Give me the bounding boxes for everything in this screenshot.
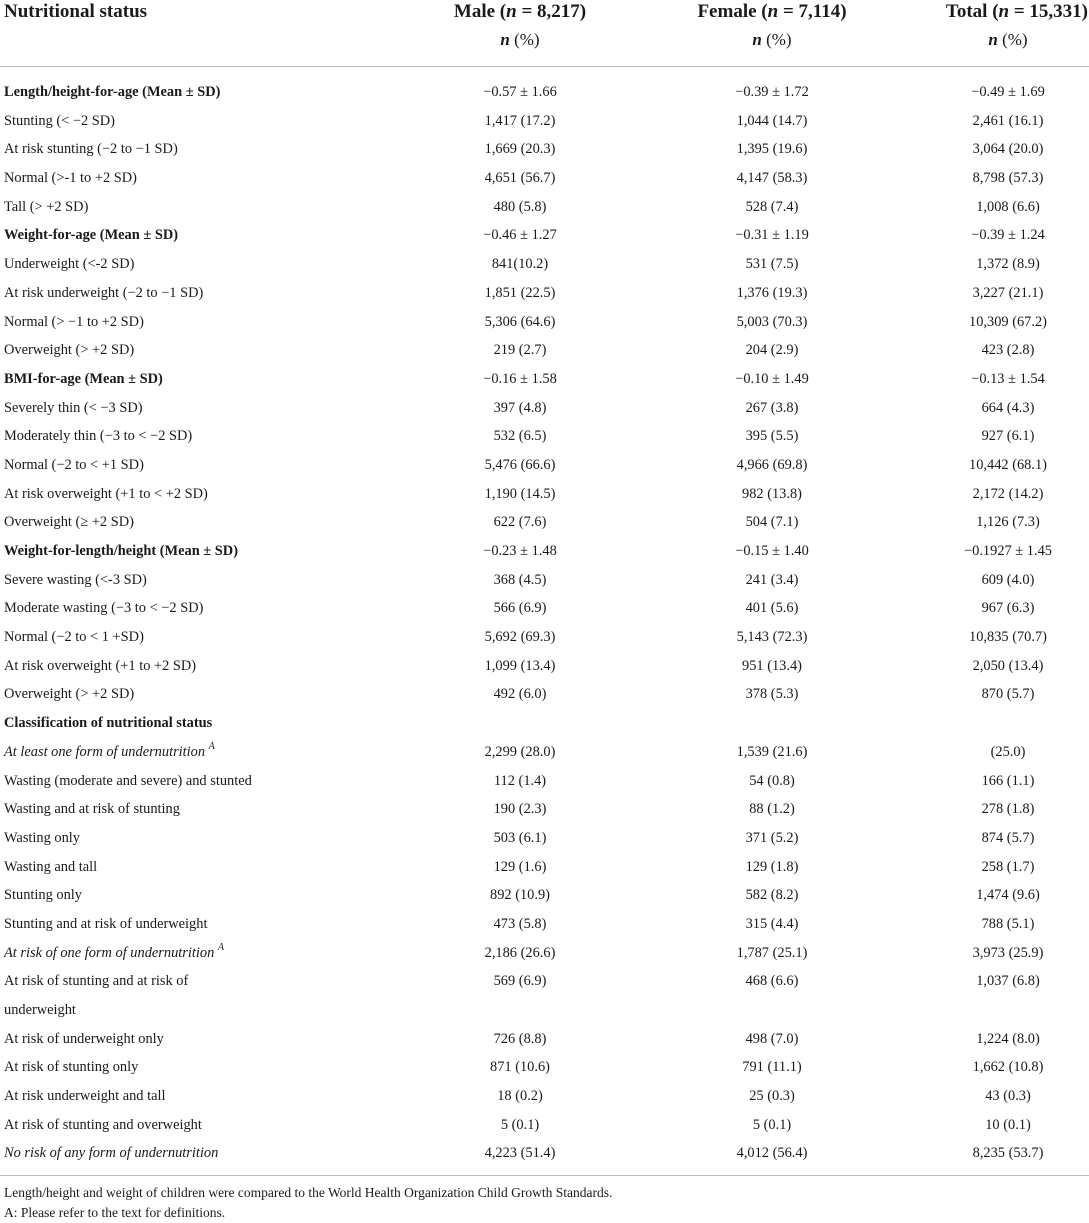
footnote-2: A: Please refer to the text for definitions. [4,1205,226,1220]
cell-female: 4,966 (69.8) [736,456,808,473]
cell-female: 401 (5.6) [745,600,799,617]
cell-male: 726 (8.8) [493,1030,547,1047]
row-label [4,1053,138,1082]
cell-female: 791 (11.1) [742,1059,802,1076]
row-label-text: Classification of nutritional status [4,715,213,732]
cell-male: 1,417 (17.2) [484,112,556,129]
table-row [0,135,1089,164]
cell-total: 3,227 (21.1) [972,284,1044,301]
row-label [4,508,134,537]
row-label-text: Wasting only [4,829,80,846]
cell-total: −0.39 ± 1.24 [971,227,1045,244]
cell-total: 10,309 (67.2) [969,313,1047,330]
row-label-text: Severe wasting (<-3 SD) [4,571,147,588]
table-row [0,767,1089,796]
row-label-text: Overweight (> +2 SD) [4,342,135,359]
cell-total: 10 (0.1) [985,1116,1031,1133]
cell-total: 8,798 (57.3) [972,170,1044,187]
header-total: Total (n = 15,331) [945,1,1088,22]
table-row [0,709,1089,738]
cell-male: 622 (7.6) [493,514,547,531]
cell-total: 2,172 (14.2) [972,485,1044,502]
row-label [4,365,163,394]
cell-male: 5,692 (69.3) [484,629,556,646]
cell-female: −0.39 ± 1.72 [735,84,809,100]
row-label [4,107,115,136]
cell-female: 54 (0.8) [749,772,795,789]
row-label [4,250,134,279]
cell-female: 951 (13.4) [742,657,802,674]
row-label [4,422,192,451]
cell-female: 25 (0.3) [749,1088,795,1105]
row-label-text: At risk underweight (−2 to −1 SD) [4,284,204,301]
table-row [0,1111,1089,1140]
cell-male: 2,299 (28.0) [484,743,556,760]
cell-total: 3,973 (25.9) [972,944,1044,961]
cell-total: 8,235 (53.7) [972,1145,1044,1162]
cell-male: 5,476 (66.6) [484,456,556,473]
cell-total: 423 (2.8) [981,342,1035,359]
cell-male: 18 (0.2) [497,1088,543,1105]
cell-total: 1,662 (10.8) [972,1059,1044,1076]
table-row [0,221,1089,250]
cell-male: 569 (6.9) [493,973,547,990]
cell-total: 10,835 (70.7) [969,629,1047,646]
cell-female: 504 (7.1) [745,514,799,531]
cell-male: 1,851 (22.5) [484,284,556,301]
cell-female: 531 (7.5) [745,256,799,273]
table-row [0,164,1089,193]
table-row [0,680,1089,709]
table-row [0,508,1089,537]
row-label-text: At risk overweight (+1 to < +2 SD) [4,485,208,502]
row-label [4,537,238,566]
row-label [4,939,224,968]
row-label [4,480,208,509]
table-row [0,738,1089,767]
row-label [4,652,196,681]
row-label [4,853,97,882]
table-row [0,795,1089,824]
header-male: Male (n = 8,217) [453,1,587,22]
footnote-marker: A [217,941,224,953]
cell-total: 1,372 (8.9) [976,256,1040,273]
cell-male: 503 (6.1) [493,829,547,846]
cell-male: 5,306 (64.6) [484,313,556,330]
table-row [0,1053,1089,1082]
cell-total: 870 (5.7) [981,686,1035,703]
row-label-text: Stunting and at risk of underweight [4,915,208,932]
row-label [4,594,203,623]
cell-male: −0.57 ± 1.66 [483,84,557,100]
cell-total: 1,474 (9.6) [976,887,1040,904]
row-label [4,1082,165,1111]
table-row [0,78,1089,107]
row-label [4,451,144,480]
table-row [0,250,1089,279]
table-row [0,422,1089,451]
table-row [0,910,1089,939]
row-label-text: Wasting and tall [4,858,98,875]
row-label-text: At risk of one form of undernutrition [4,944,215,961]
row-label [4,279,203,308]
row-label [4,623,144,652]
cell-male: 532 (6.5) [493,428,547,445]
table-row [0,824,1089,853]
row-label-text: Tall (> +2 SD) [4,198,89,215]
table-row [0,939,1089,968]
table-header [0,0,1089,67]
cell-male: 397 (4.8) [493,399,547,416]
row-label-text: Normal (>-1 to +2 SD) [4,170,137,187]
footnote-marker: A [208,741,215,753]
cell-total: 609 (4.0) [981,571,1035,588]
table-row [0,881,1089,910]
table-row [0,336,1089,365]
cell-male: 1,669 (20.3) [484,141,556,158]
table-row [0,1082,1089,1111]
row-label-text: Length/height-for-age (Mean ± SD) [4,84,221,100]
cell-male: 892 (10.9) [490,887,550,904]
row-label [4,308,144,337]
row-label [4,135,178,164]
row-label [4,1025,164,1054]
row-label-text: Weight-for-length/height (Mean ± SD) [4,543,238,559]
cell-total: 166 (1.1) [981,772,1035,789]
header-male-stat: n (%) [500,30,540,49]
row-label-text: BMI-for-age (Mean ± SD) [4,370,163,387]
table-row [0,967,1089,1024]
cell-female: 378 (5.3) [745,686,799,703]
cell-male: 2,186 (26.6) [484,944,556,961]
cell-female: 528 (7.4) [745,198,799,215]
row-label-text: At risk overweight (+1 to +2 SD) [4,657,197,674]
row-label-text: Underweight (<-2 SD) [4,256,135,273]
row-label [4,910,207,939]
cell-total: 1,126 (7.3) [976,514,1040,531]
cell-male: −0.23 ± 1.48 [483,543,557,559]
cell-total: 1,224 (8.0) [976,1030,1040,1047]
cell-female: 241 (3.4) [745,571,799,588]
cell-male: 473 (5.8) [493,915,547,932]
table-row [0,652,1089,681]
cell-female: 1,787 (25.1) [736,944,808,961]
row-label-text: At risk underweight and tall [4,1088,166,1105]
footnote-1: Length/height and weight of children were compared to the World Health Organization Child Growth Standards. [4,1185,613,1200]
cell-female: 88 (1.2) [749,801,795,818]
table-row [0,1139,1089,1168]
cell-female: 4,147 (58.3) [736,170,808,187]
header-female: Female (n = 7,114) [697,1,847,22]
table-row [0,537,1089,566]
row-label-text: Weight-for-age (Mean ± SD) [4,227,179,244]
cell-total: 1,037 (6.8) [976,973,1040,990]
cell-total: 258 (1.7) [981,858,1035,875]
header-total-stat: n (%) [988,30,1028,49]
cell-female: 204 (2.9) [745,342,799,359]
cell-total: 967 (6.3) [981,600,1035,617]
cell-total: 874 (5.7) [981,829,1035,846]
cell-female: 5,003 (70.3) [736,313,808,330]
cell-male: 368 (4.5) [493,571,547,588]
cell-male: 4,223 (51.4) [484,1145,556,1162]
cell-total: −0.1927 ± 1.45 [964,543,1052,559]
cell-male: 480 (5.8) [493,198,547,215]
row-label-text: At risk of stunting only [4,1059,139,1076]
cell-male: 566 (6.9) [493,600,547,617]
row-label [4,221,178,250]
cell-female: 5,143 (72.3) [736,629,808,646]
row-label-text: No risk of any form of undernutrition [4,1145,219,1162]
cell-total: 927 (6.1) [981,428,1035,445]
row-label-text: Moderate wasting (−3 to < −2 SD) [4,600,204,617]
row-label [4,767,252,796]
cell-female: 315 (4.4) [745,915,799,932]
table-row [0,107,1089,136]
row-label-text: Moderately thin (−3 to < −2 SD) [4,428,193,445]
cell-total: (25.0) [990,743,1026,760]
row-label [4,336,134,365]
cell-total: −0.49 ± 1.69 [971,84,1045,100]
row-label-text: Severely thin (< −3 SD) [4,399,143,416]
cell-female: 1,395 (19.6) [736,141,808,158]
cell-female: 1,539 (21.6) [736,743,808,760]
cell-female: 4,012 (56.4) [736,1145,808,1162]
cell-total: 278 (1.8) [981,801,1035,818]
table-row [0,853,1089,882]
cell-male: 492 (6.0) [493,686,547,703]
row-label-text: At risk stunting (−2 to −1 SD) [4,141,178,158]
row-label-text: At risk of stunting and at risk of underweight [4,973,189,1019]
row-label-text: Stunting (< −2 SD) [4,112,115,129]
row-label [4,824,80,853]
cell-total: 2,050 (13.4) [972,657,1044,674]
row-label [4,680,134,709]
cell-female: 5 (0.1) [752,1116,792,1133]
table-row [0,279,1089,308]
row-label [4,78,220,107]
cell-male: 4,651 (56.7) [484,170,556,187]
cell-female: 498 (7.0) [745,1030,799,1047]
row-label-text: At risk of underweight only [4,1030,164,1047]
table-row [0,308,1089,337]
cell-male: −0.16 ± 1.58 [483,370,557,387]
row-label [4,193,88,222]
cell-male: 129 (1.6) [493,858,547,875]
cell-male: 871 (10.6) [490,1059,550,1076]
footer-divider [0,1175,1089,1176]
row-label-text: Wasting and at risk of stunting [4,801,180,818]
cell-total: 3,064 (20.0) [972,141,1044,158]
table-row [0,193,1089,222]
cell-female: −0.31 ± 1.19 [735,227,809,244]
cell-female: 1,044 (14.7) [736,112,808,129]
row-label [4,566,147,595]
table-row [0,365,1089,394]
table-row [0,594,1089,623]
cell-female: 395 (5.5) [745,428,799,445]
cell-female: 1,376 (19.3) [736,284,808,301]
cell-total: 1,008 (6.6) [976,198,1040,215]
row-label-text: Stunting only [4,887,82,904]
table-row [0,480,1089,509]
row-label [4,1111,202,1140]
cell-male: 5 (0.1) [500,1116,540,1133]
row-label-text: Wasting (moderate and severe) and stunted [4,772,252,789]
cell-female: 982 (13.8) [742,485,802,502]
table-row [0,1025,1089,1054]
cell-male: 112 (1.4) [493,772,547,789]
cell-male: 219 (2.7) [493,342,547,359]
row-label-text: Normal (−2 to < 1 +SD) [4,629,144,646]
row-label [4,881,82,910]
cell-total: 788 (5.1) [981,915,1035,932]
cell-female: −0.10 ± 1.49 [735,370,809,387]
cell-male: −0.46 ± 1.27 [483,227,557,244]
row-label [4,394,143,423]
cell-male: 190 (2.3) [493,801,547,818]
cell-total: 43 (0.3) [985,1088,1031,1105]
row-label [4,967,236,1024]
header-female-stat: n (%) [752,30,792,49]
header-label: Nutritional status [4,1,148,22]
table-row [0,451,1089,480]
table-body [0,67,1089,1168]
cell-female: −0.15 ± 1.40 [735,543,809,559]
table-row [0,623,1089,652]
row-label-text: Overweight (≥ +2 SD) [4,514,134,531]
row-label-text: Normal (−2 to < +1 SD) [4,456,144,473]
cell-female: 371 (5.2) [745,829,799,846]
row-label-text: At least one form of undernutrition [4,743,206,760]
cell-male: 841(10.2) [491,256,549,273]
row-label [4,1139,218,1168]
cell-female: 129 (1.8) [745,858,799,875]
row-label-text: Normal (> −1 to +2 SD) [4,313,144,330]
row-label [4,738,215,767]
cell-total: −0.13 ± 1.54 [971,370,1045,387]
cell-female: 468 (6.6) [745,973,799,990]
cell-male: 1,190 (14.5) [484,485,556,502]
row-label [4,164,137,193]
row-label [4,709,212,738]
table-row [0,394,1089,423]
cell-female: 267 (3.8) [745,399,799,416]
cell-total: 2,461 (16.1) [972,112,1044,129]
cell-female: 582 (8.2) [745,887,799,904]
table-row [0,566,1089,595]
row-label [4,795,180,824]
row-label-text: Overweight (> +2 SD) [4,686,135,703]
cell-male: 1,099 (13.4) [484,657,556,674]
row-label-text: At risk of stunting and overweight [4,1116,202,1133]
cell-total: 10,442 (68.1) [969,456,1047,473]
cell-total: 664 (4.3) [981,399,1035,416]
